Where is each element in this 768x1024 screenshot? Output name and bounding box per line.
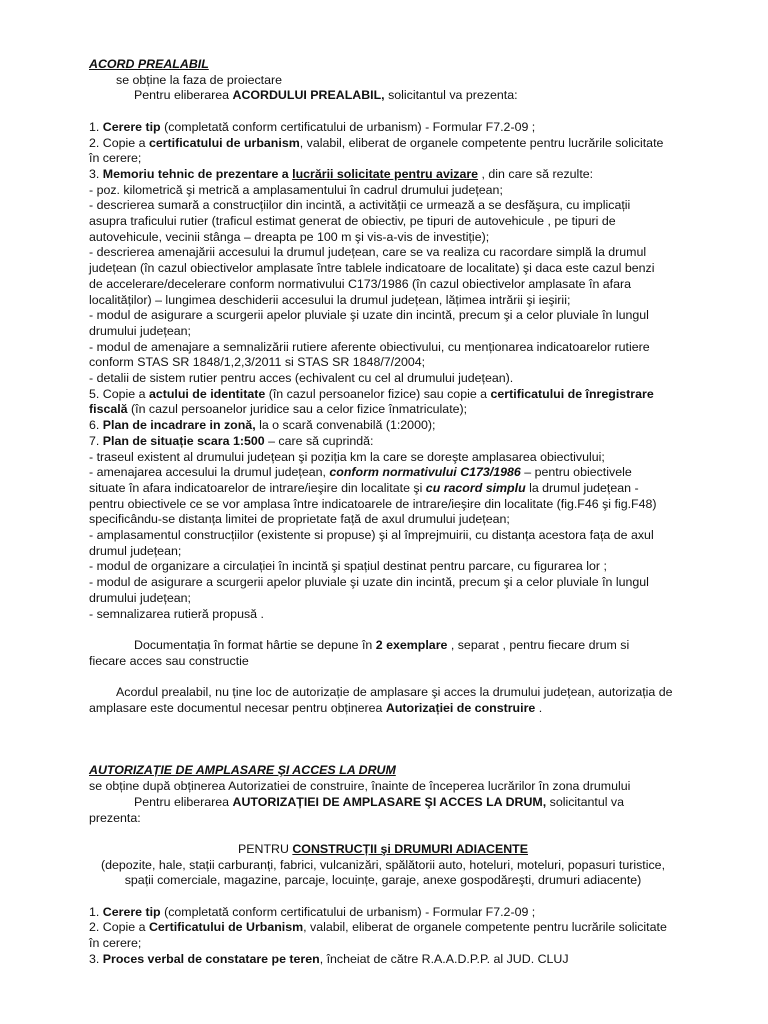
list-item-1: 1. Cerere tip (completată conform certificatului de urbanism) - Formular F7.2-09 ; (89, 119, 536, 134)
text-line: - descrierea amenajării accesului la drumul județean, care se va realiza cu racordare simplă la drumul (89, 245, 647, 260)
list-item-2-cont: în cerere; (89, 936, 142, 951)
text-line: drumului județean; (89, 590, 191, 605)
paragraph-acord-cont: amplasare este documentul necesar pentru obținerea Autorizației de construire . (89, 700, 543, 715)
text-line: specificându-se distanța limitei de proprietate față de axul drumului județean; (89, 512, 510, 527)
text-line: pentru obiectivele ce se vor amplasa între indicatoarele de intrare/ieşire din localitate (fig.F46 şi fig.F48) (89, 496, 657, 511)
category-desc: (depozite, hale, stații carburanți, fabrici, vulcanizări, spălătorii auto, hoteluri, moteluri, popasuri turistice, (100, 857, 666, 872)
text-line: - modul de organizare a circulației în incintă şi spațiul destinat pentru parcare, cu figurarea lor ; (89, 559, 607, 574)
text-line: - traseul existent al drumului județean şi poziția km la care se doreşte amplasarea obiectivului; (89, 449, 605, 464)
subtitle: se obține la faza de proiectare (116, 72, 283, 87)
document-page (89, 57, 677, 968)
text-line: localităților) – lungimea deschiderii accesului la drumul județean, lățimea intrării şi ieşirii; (89, 292, 571, 307)
intro-line: Pentru eliberarea AUTORIZAȚIEI DE AMPLASARE ŞI ACCES LA DRUM, solicitantul va (134, 794, 625, 809)
text-line: - amplasamentul construcțiilor (existente si propuse) şi al împrejmuirii, cu distanța acestora fața de axul (89, 528, 654, 543)
text-line: - modul de asigurare a scurgerii apelor pluviale şi uzate din incintă, precum şi a celor pluviale în lungul (89, 308, 649, 323)
list-item-5-cont: fiscală (în cazul persoanelor juridice sau a celor fizice înmatriculate); (89, 402, 468, 417)
intro-line-cont: prezenta: (89, 810, 141, 825)
paragraph-acord: Acordul prealabil, nu ține loc de autorizație de amplasare şi acces la drumului județean, autorizația de (116, 685, 673, 700)
subtitle: se obține după obținerea Autorizatiei de construire, înainte de începerea lucrărilor în zona drumului (89, 779, 631, 794)
text-line: de accelerare/decelerare conform normativului C173/1986 (în cazul obiectivelor amplasate în afara (89, 276, 632, 291)
section-title-acord-prealabil: ACORD PREALABIL (89, 57, 209, 71)
category-heading: PENTRU CONSTRUCȚII şi DRUMURI ADIACENTE (237, 841, 529, 856)
paragraph-documentatie: Documentația în format hârtie se depune în 2 exemplare , separat , pentru fiecare drum si (134, 637, 630, 652)
section-title-autorizatie: AUTORIZAȚIE DE AMPLASARE ŞI ACCES LA DRUM (89, 763, 396, 778)
paragraph-documentatie-cont: fiecare acces sau constructie (89, 653, 249, 668)
text-line: conform STAS SR 1848/1,2,3/2011 si STAS SR 1848/7/2004; (89, 355, 426, 370)
list-item-1: 1. Cerere tip (completată conform certificatului de urbanism) - Formular F7.2-09 ; (89, 904, 536, 919)
text-line: drumul județean; (89, 543, 182, 558)
list-item-2-cont: în cerere; (89, 151, 142, 166)
text-line: asupra traficului rutier (traficul estimat generat de obiectiv, pe tipuri de autovehicule , pe tipuri de (89, 214, 616, 229)
list-item-7: 7. Plan de situație scara 1:500 – care să cuprindă: (89, 433, 374, 448)
intro-line: Pentru eliberarea ACORDULUI PREALABIL, solicitantul va prezenta: (134, 88, 518, 103)
list-item-3: 3. Proces verbal de constatare pe teren, încheiat de către R.A.A.D.P.P. al JUD. CLUJ (89, 951, 569, 966)
text-line: - modul de asigurare a scurgerii apelor pluviale şi uzate din incintă, precum şi a celor pluviale în lungul (89, 575, 649, 590)
text-line: - modul de amenajare a semnalizării rutiere aferente obiectivului, cu menționarea indicatoarelor rutiere (89, 339, 650, 354)
text-line: drumului județean; (89, 323, 191, 338)
text-line: - poz. kilometrică şi metrică a amplasamentului în cadrul drumului județean; (89, 182, 503, 197)
list-item-5: 5. Copie a actului de identitate (în cazul persoanelor fizice) sau copie a certificatului de înregistrare (89, 386, 654, 401)
text-line: autovehicule, vecinii stânga – dreapta pe 100 m şi vis-a-vis de investiție); (89, 229, 490, 244)
list-item-2: 2. Copie a certificatului de urbanism, valabil, eliberat de organele competente pentru lucrările solicitate (89, 135, 664, 150)
list-item-3: 3. Memoriu tehnic de prezentare a lucrării solicitate pentru avizare , din care să rezulte: (89, 166, 594, 181)
text-line: - descrierea sumară a construcțiilor din incintă, a activității ce urmează a se desfăşura, cu implicații (89, 198, 631, 213)
text-line: situate în afara indicatoarelor de intrare/ieşire din localitate şi cu racord simplu la drumul județean - (89, 480, 639, 495)
list-item-6: 6. Plan de incadrare in zonă, la o scară convenabilă (1:2000); (89, 418, 436, 433)
category-desc: spații comerciale, magazine, parcaje, locuințe, garaje, anexe gospodăreşti, drumuri adiacente) (124, 873, 642, 888)
text-line: - detalii de sistem rutier pentru acces (echivalent cu cel al drumului județean). (89, 371, 514, 386)
text-line: - semnalizarea rutieră propusă . (89, 606, 264, 621)
list-item-2: 2. Copie a Certificatului de Urbanism, valabil, eliberat de organele competente pentru lucrările solicitate (89, 920, 667, 935)
text-line: - amenajarea accesului la drumul județean, conform normativului C173/1986 – pentru obiectivele (89, 465, 632, 480)
text-line: județean (în cazul obiectivelor amplasate între tablele indicatoare de localitate) şi daca este cazul benzi (89, 261, 655, 276)
